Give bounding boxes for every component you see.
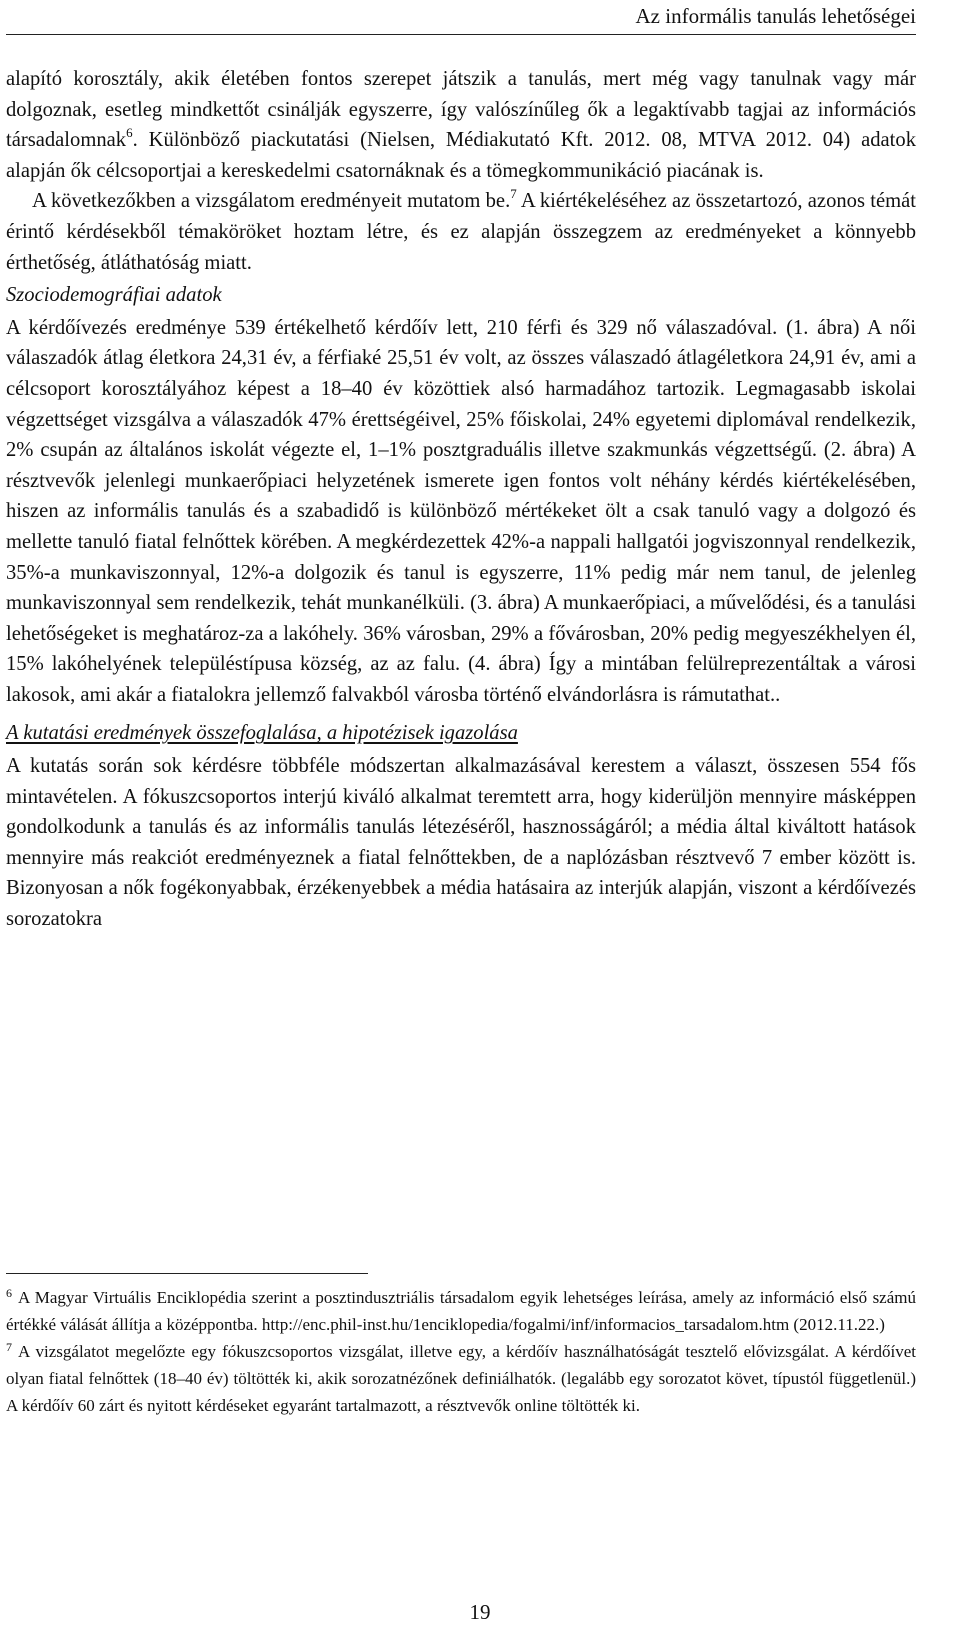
running-header: Az informális tanulás lehetőségei	[635, 4, 916, 28]
section-heading-sociodemographic: Szociodemográfiai adatok	[6, 284, 222, 307]
paragraph-4: A kutatás során sok kérdésre többféle módszertan alkalmazásával kerestem a választ, összesen 554 fős mintavételen. A fókuszcsoportos interjú kiváló alkalmat teremtett arra, hogy kiderüljön mennyire másképpen gondolkodunk a tanulás és az informális tanulás létezéséről, hasznosságáról; a média által kiváltott hatások mennyire más reakciót eredményeznek a fiatal felnőttekben, de a naplózásban résztvevő 7 ember között is. Bizonyosan a nők fogékonyabbak, érzékenyebbek a média hatásaira az interjúk alapján, viszont a kérdőívezés sorozatokra	[6, 755, 916, 931]
footnote-text: A vizsgálatot megelőzte egy fókuszcsoportos vizsgálat, illetve egy, a kérdőív használhatóságát tesztelő elővizsgálat. A kérdőívet olyan fiatal felnőttek (18–40 év) töltötték ki, akik sorozatnézőnek definiálhatók. (legalább egy sorozatot követ, típustól függetlenül.) A kérdőív 60 zárt és nyitott kérdéseket egyaránt tartalmazott, a résztvevők online töltötték ki.	[6, 1342, 916, 1415]
page-number: 19	[469, 1600, 491, 1624]
paragraph-1-text: alapító korosztály, akik életében fontos szerepet játszik a tanulás, mert még vagy tanulnak vagy már dolgoznak, esetleg mindkettőt csinálják egyszerre, így valószínűleg ők a legaktívabb tagjai az információs társadalomnak	[6, 68, 916, 152]
header-rule	[6, 34, 916, 35]
footnote-text: A Magyar Virtuális Enciklopédia szerint a posztindusztriális társadalom egyik lehetséges leírása, amely az információ első számú értékké válását állítja a középpontba. http://enc.phil-inst.hu/1enciklopedia/fogalmi/inf/informacios_tarsadalom.htm (2012.11.22.)	[6, 1288, 916, 1334]
paragraph-3: A kérdőívezés eredménye 539 értékelhető kérdőív lett, 210 férfi és 329 nő válaszadóval. (1. ábra) A női válaszadók átlag életkora 24,31 év, a férfiaké 25,51 év volt, az összes válaszadó átlagéletkora 24,91 év, ami a célcsoport korosztályához képest a 18–40 év közöttiek alsó harmadához tartozik. Legmagasabb iskolai végzettséget vizsgálva a válaszadók 47% érettségéivel, 25% főiskolai, 24% egyetemi diplomával rendelkezik, 2% csupán az általános iskolát végezte el, 1–1% posztgraduális illetve szakmunkás végzettségű. (2. ábra) A résztvevők jelenlegi munkaerőpiaci helyzetének ismerete igen fontos volt néhány kérdés kiértékelésében, hiszen az informális tanulás és a szabadidő is különböző mértékeket ölt a csak tanuló vagy a dolgozó és mellette tanuló fiatal felnőttek körében. A megkérdezettek 42%-a nappali hallgatói jogviszonnyal rendelkezik, 35%-a munkaviszonnyal, 12%-a dolgozik és tanul is egyszerre, 11% pedig már nem tanul, de jelenleg munkaviszonnyal sem rendelkezik, tehát munkanélküli. (3. ábra) A munkaerőpiaci, a művelődési, és a tanulási lehetőségeket is meghatároz-za a lakóhely. 36% városban, 29% a fővárosban, 20% pedig megyeszékhelyen él, 15% lakóhelyének településtípusa község, az az falu. (4. ábra) Így a mintában felülreprezentáltak a városi lakosok, ami akár a fiatalokra jellemző falvakból városba történő elvándorlásra is rámutathat..	[6, 316, 916, 706]
footnote-ref-6[interactable]: 6	[126, 125, 133, 141]
footnote-6	[6, 1284, 916, 1338]
footnote-rule	[6, 1273, 368, 1274]
body-text	[6, 64, 916, 935]
paragraph-2	[6, 186, 916, 278]
section-heading-summary: A kutatási eredmények összefoglalása, a hipotézisek igazolása	[6, 722, 518, 745]
paragraph-1	[6, 64, 916, 186]
paragraph-1-tail: . Különböző piackutatási (Nielsen, Médiakutató Kft. 2012. 08, MTVA 2012. 04) adatok alapján ők célcsoportjai a kereskedelmi csatornáknak és a tömegkommunikáció piacának is.	[6, 129, 916, 182]
footnote-number: 7	[6, 1340, 12, 1354]
paragraph-2-text: A következőkben a vizsgálatom eredményeit mutatom be.	[32, 190, 511, 213]
footnote-ref-7[interactable]: 7	[510, 186, 517, 202]
footnote-number: 6	[6, 1286, 12, 1300]
paragraph-2-tail: A kiértékeléséhez az összetartozó, azonos témát érintő kérdésekből témaköröket hoztam létre, és ez alapján összegzem az eredményeket a könnyebb érthetőség, átláthatóság miatt.	[6, 190, 916, 274]
footnote-7	[6, 1338, 916, 1419]
footnotes	[6, 1284, 916, 1419]
